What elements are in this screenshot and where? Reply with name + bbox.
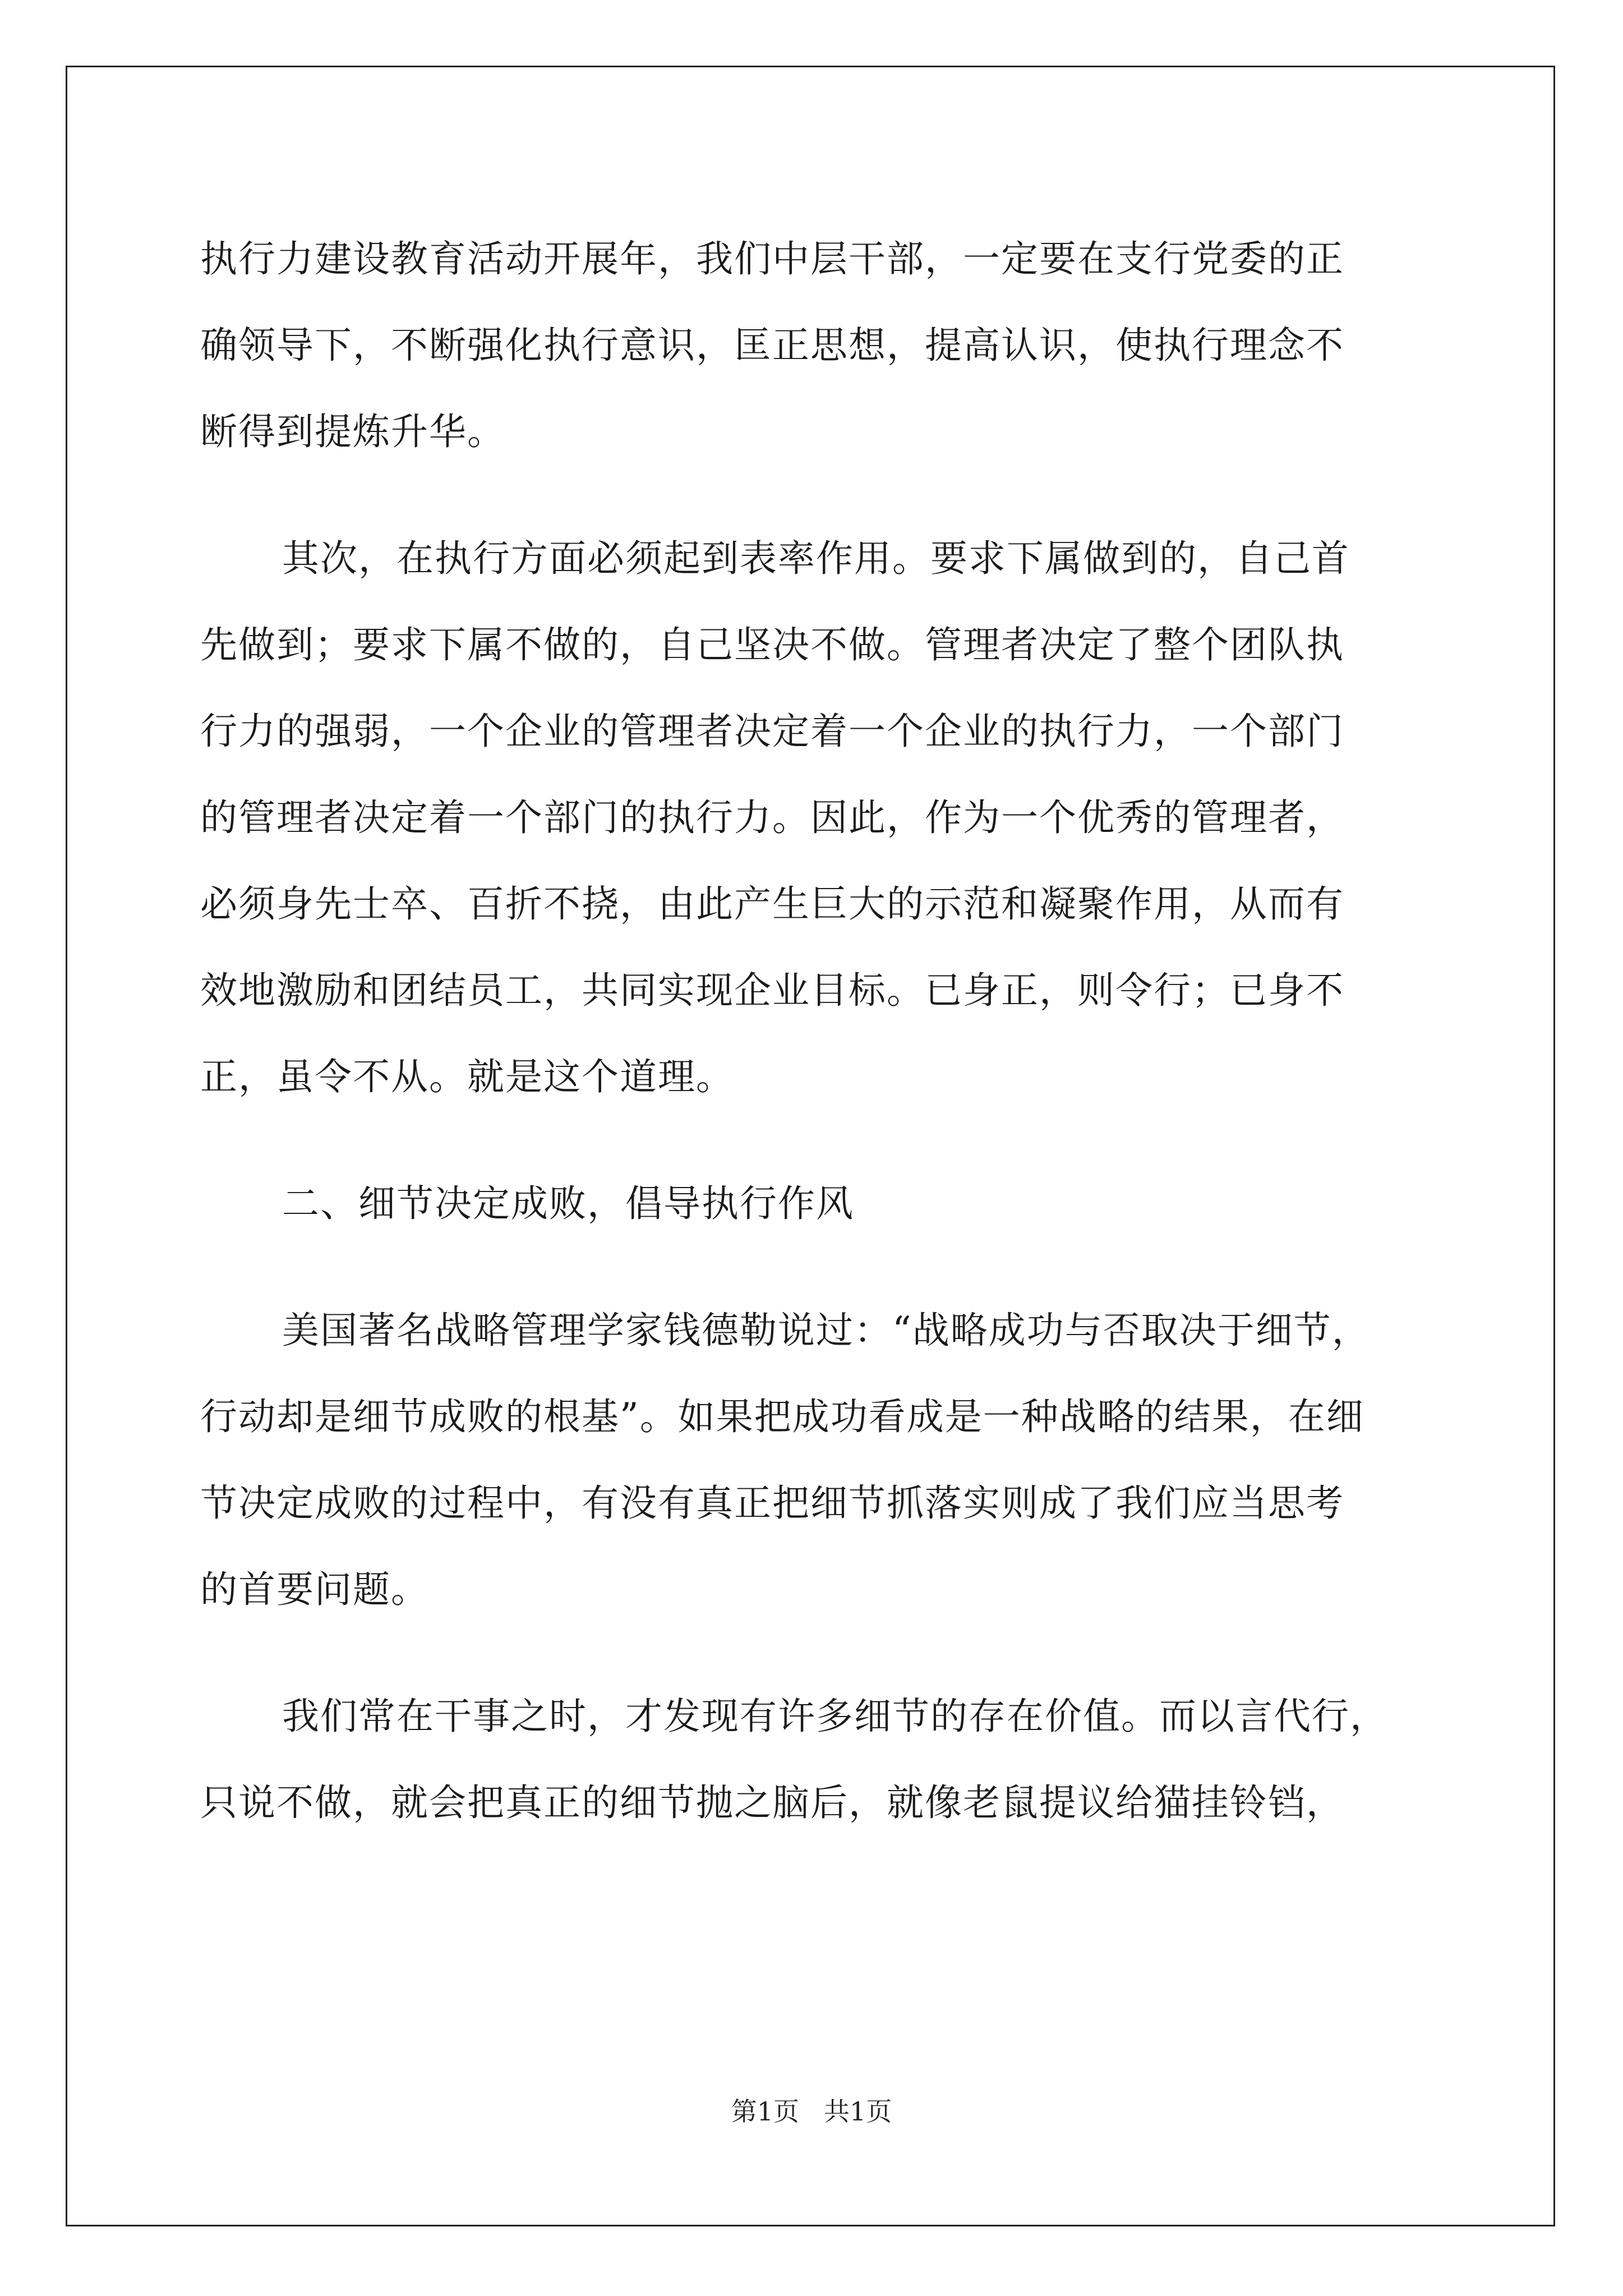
paragraph-spacing (200, 1633, 1423, 1673)
text-line: 效地激励和团结员工，共同实现企业目标。已身正，则令行；已身不 (200, 969, 1344, 1012)
text-line: 节决定成败的过程中，有没有真正把细节抓落实则成了我们应当思考 (200, 1481, 1344, 1525)
text-line: 我们常在干事之时，才发现有许多细节的存在价值。而以言代行， (282, 1695, 1388, 1738)
paragraph-spacing (200, 475, 1423, 516)
page-number: 第1页 (731, 2096, 799, 2127)
page-footer (0, 2091, 1623, 2128)
text-line: 行动却是细节成败的根基”。如果把成功看成是一种战略的结果，在细 (200, 1395, 1364, 1438)
text-line: 其次，在执行方面必须起到表率作用。要求下属做到的，自己首 (282, 537, 1350, 580)
text-line: 的首要问题。 (200, 1568, 429, 1611)
paragraph-2 (200, 516, 1423, 1120)
text-line: 美国著名战略管理学家钱德勒说过：“战略成功与否取决于细节， (282, 1309, 1370, 1352)
text-line: 只说不做，就会把真正的细节抛之脑后，就像老鼠提议给猫挂铃铛， (200, 1781, 1344, 1824)
section-heading (200, 1161, 1423, 1247)
paragraph-spacing (200, 1120, 1423, 1161)
text-line: 确领导下，不断强化执行意识，匡正思想，提高认识，使执行理念不 (200, 324, 1344, 367)
text-line: 行力的强弱，一个企业的管理者决定着一个企业的执行力，一个部门 (200, 710, 1344, 753)
heading-line: 二、细节决定成败，倡导执行作风 (282, 1182, 854, 1225)
page-total: 共1页 (824, 2096, 892, 2127)
text-line: 的管理者决定着一个部门的执行力。因此，作为一个优秀的管理者， (200, 796, 1344, 839)
paragraph-spacing (200, 1247, 1423, 1287)
text-line: 正，虽令不从。就是这个道理。 (200, 1055, 734, 1098)
text-line: 断得到提炼升华。 (200, 410, 505, 453)
paragraph-1 (200, 216, 1423, 475)
text-line: 必须身先士卒、百折不挠，由此产生巨大的示范和凝聚作用，从而有 (200, 882, 1344, 926)
text-line: 执行力建设教育活动开展年，我们中层干部，一定要在支行党委的正 (200, 237, 1344, 280)
text-line: 先做到；要求下属不做的，自己坚决不做。管理者决定了整个团队执 (200, 623, 1344, 666)
paragraph-4 (200, 1673, 1423, 1846)
document-body (200, 216, 1423, 1846)
paragraph-3 (200, 1287, 1423, 1633)
